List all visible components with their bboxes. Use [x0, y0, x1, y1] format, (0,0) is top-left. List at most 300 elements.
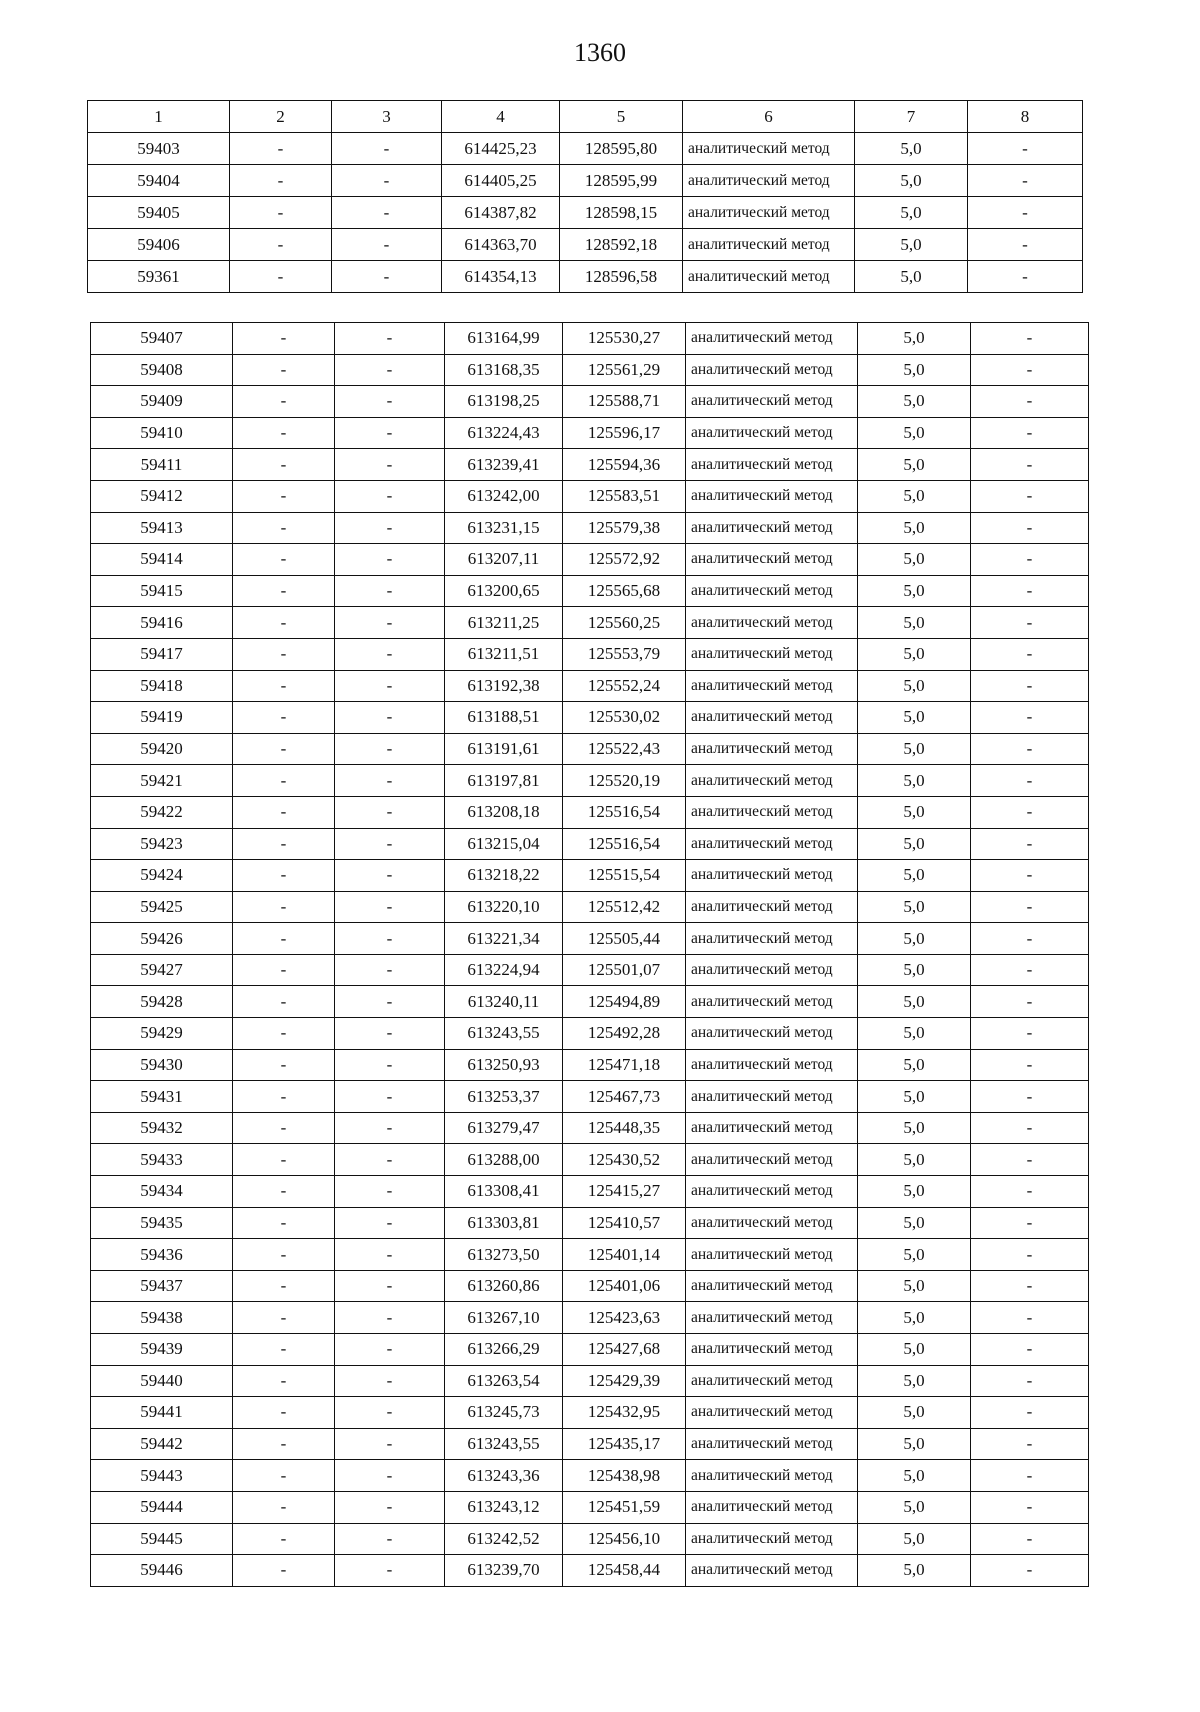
table-cell-col-6: аналитический метод — [683, 165, 855, 197]
table-cell-col-2: - — [233, 1523, 335, 1555]
table-cell-col-3: - — [335, 480, 445, 512]
column-header-4: 4 — [442, 101, 560, 133]
table-cell-col-7: 5,0 — [858, 860, 971, 892]
table-cell-col-8: - — [968, 229, 1083, 261]
table-cell-col-5: 125512,42 — [563, 891, 686, 923]
table-row — [88, 165, 1083, 197]
table-cell-col-5: 125552,24 — [563, 670, 686, 702]
table-cell-col-8: - — [971, 575, 1089, 607]
table-row — [91, 891, 1089, 923]
table-cell-col-5: 125471,18 — [563, 1049, 686, 1081]
table-cell-col-1: 59429 — [91, 1018, 233, 1050]
table-cell-col-6: аналитический метод — [686, 1365, 858, 1397]
page-number: 1360 — [574, 38, 626, 67]
table-cell-col-1: 59423 — [91, 828, 233, 860]
table-cell-col-6: аналитический метод — [686, 1049, 858, 1081]
table-cell-col-7: 5,0 — [855, 133, 968, 165]
table-row — [91, 1365, 1089, 1397]
table-cell-col-5: 125429,39 — [563, 1365, 686, 1397]
table-cell-col-1: 59439 — [91, 1334, 233, 1366]
table-cell-col-8: - — [968, 165, 1083, 197]
table-row — [88, 197, 1083, 229]
table-row — [88, 261, 1083, 293]
table-cell-col-7: 5,0 — [858, 386, 971, 418]
table-cell-col-3: - — [335, 1302, 445, 1334]
table-cell-col-8: - — [971, 544, 1089, 576]
table-cell-col-4: 613260,86 — [445, 1270, 563, 1302]
table-cell-col-4: 613243,12 — [445, 1491, 563, 1523]
table-cell-col-8: - — [971, 1176, 1089, 1208]
table-cell-col-5: 125530,02 — [563, 702, 686, 734]
table-cell-col-6: аналитический метод — [686, 607, 858, 639]
table-cell-col-4: 613188,51 — [445, 702, 563, 734]
table-cell-col-4: 613253,37 — [445, 1081, 563, 1113]
table-row — [91, 1081, 1089, 1113]
table-cell-col-8: - — [971, 923, 1089, 955]
table-cell-col-2: - — [233, 733, 335, 765]
table-cell-col-4: 613263,54 — [445, 1365, 563, 1397]
table-cell-col-4: 613200,65 — [445, 575, 563, 607]
table-cell-col-2: - — [233, 638, 335, 670]
table-cell-col-4: 613220,10 — [445, 891, 563, 923]
table-cell-col-3: - — [335, 796, 445, 828]
table-cell-col-1: 59419 — [91, 702, 233, 734]
table-cell-col-4: 613273,50 — [445, 1239, 563, 1271]
table-cell-col-3: - — [335, 512, 445, 544]
table-cell-col-1: 59412 — [91, 480, 233, 512]
table-row — [91, 860, 1089, 892]
table-cell-col-4: 613192,38 — [445, 670, 563, 702]
table-cell-col-8: - — [971, 796, 1089, 828]
table-cell-col-3: - — [335, 1491, 445, 1523]
table-cell-col-1: 59404 — [88, 165, 230, 197]
table-cell-col-1: 59443 — [91, 1460, 233, 1492]
table-cell-col-2: - — [233, 1049, 335, 1081]
table-cell-col-6: аналитический метод — [686, 512, 858, 544]
table-cell-col-6: аналитический метод — [686, 986, 858, 1018]
table-cell-col-3: - — [332, 229, 442, 261]
table-cell-col-2: - — [233, 607, 335, 639]
table-header-row — [88, 101, 1083, 133]
table-cell-col-4: 613266,29 — [445, 1334, 563, 1366]
table-cell-col-3: - — [335, 1049, 445, 1081]
table-row — [91, 954, 1089, 986]
table-cell-col-1: 59408 — [91, 354, 233, 386]
table-cell-col-7: 5,0 — [858, 1491, 971, 1523]
table-cell-col-7: 5,0 — [858, 607, 971, 639]
table-cell-col-8: - — [971, 1049, 1089, 1081]
table-cell-col-3: - — [335, 828, 445, 860]
table-cell-col-2: - — [233, 986, 335, 1018]
table-row — [91, 923, 1089, 955]
table-cell-col-2: - — [233, 1144, 335, 1176]
table-cell-col-2: - — [233, 860, 335, 892]
table-cell-col-4: 613303,81 — [445, 1207, 563, 1239]
table-cell-col-8: - — [971, 670, 1089, 702]
table-cell-col-5: 125572,92 — [563, 544, 686, 576]
table-cell-col-4: 614425,23 — [442, 133, 560, 165]
table-row — [91, 1049, 1089, 1081]
table-cell-col-2: - — [233, 1207, 335, 1239]
table-cell-col-4: 613267,10 — [445, 1302, 563, 1334]
table-cell-col-3: - — [335, 891, 445, 923]
coordinates-table-top — [87, 100, 1083, 293]
table-cell-col-8: - — [971, 702, 1089, 734]
table-cell-col-1: 59409 — [91, 386, 233, 418]
table-cell-col-5: 125467,73 — [563, 1081, 686, 1113]
table-cell-col-5: 128595,80 — [560, 133, 683, 165]
table-cell-col-6: аналитический метод — [686, 1207, 858, 1239]
table-cell-col-2: - — [230, 197, 332, 229]
table-cell-col-5: 125565,68 — [563, 575, 686, 607]
table-cell-col-4: 613164,99 — [445, 323, 563, 355]
table-cell-col-2: - — [230, 229, 332, 261]
table-cell-col-7: 5,0 — [858, 1397, 971, 1429]
table-cell-col-5: 125516,54 — [563, 828, 686, 860]
table-cell-col-7: 5,0 — [858, 1081, 971, 1113]
table-cell-col-2: - — [233, 449, 335, 481]
table-cell-col-8: - — [971, 386, 1089, 418]
table-cell-col-7: 5,0 — [858, 449, 971, 481]
table-cell-col-8: - — [968, 197, 1083, 229]
table-cell-col-7: 5,0 — [858, 1523, 971, 1555]
table-cell-col-1: 59406 — [88, 229, 230, 261]
table-cell-col-5: 125553,79 — [563, 638, 686, 670]
table-cell-col-2: - — [233, 1428, 335, 1460]
table-cell-col-6: аналитический метод — [686, 1460, 858, 1492]
table-cell-col-6: аналитический метод — [686, 1523, 858, 1555]
table-cell-col-2: - — [233, 923, 335, 955]
table-cell-col-4: 613211,51 — [445, 638, 563, 670]
table-cell-col-3: - — [335, 1334, 445, 1366]
table-cell-col-3: - — [335, 1397, 445, 1429]
table-row — [91, 575, 1089, 607]
table-cell-col-2: - — [233, 323, 335, 355]
table-cell-col-6: аналитический метод — [686, 828, 858, 860]
table-cell-col-5: 125401,14 — [563, 1239, 686, 1271]
table-cell-col-5: 125401,06 — [563, 1270, 686, 1302]
table-cell-col-8: - — [971, 1365, 1089, 1397]
table-row — [91, 354, 1089, 386]
table-cell-col-1: 59430 — [91, 1049, 233, 1081]
table-row — [91, 1270, 1089, 1302]
table-cell-col-8: - — [971, 1081, 1089, 1113]
table-cell-col-7: 5,0 — [858, 1144, 971, 1176]
table-cell-col-7: 5,0 — [858, 480, 971, 512]
table-cell-col-6: аналитический метод — [683, 133, 855, 165]
table-cell-col-7: 5,0 — [858, 765, 971, 797]
table-cell-col-5: 125505,44 — [563, 923, 686, 955]
table-cell-col-7: 5,0 — [858, 796, 971, 828]
table-cell-col-4: 613279,47 — [445, 1112, 563, 1144]
table-row — [91, 323, 1089, 355]
table-cell-col-6: аналитический метод — [686, 480, 858, 512]
column-header-6: 6 — [683, 101, 855, 133]
column-header-5: 5 — [560, 101, 683, 133]
table-cell-col-2: - — [233, 1555, 335, 1587]
table-cell-col-1: 59436 — [91, 1239, 233, 1271]
table-cell-col-6: аналитический метод — [686, 1397, 858, 1429]
table-row — [91, 449, 1089, 481]
table-cell-col-3: - — [335, 544, 445, 576]
table-cell-col-5: 125435,17 — [563, 1428, 686, 1460]
table-cell-col-6: аналитический метод — [686, 796, 858, 828]
table-cell-col-8: - — [971, 733, 1089, 765]
table-cell-col-2: - — [233, 765, 335, 797]
table-cell-col-3: - — [335, 354, 445, 386]
table-cell-col-6: аналитический метод — [686, 702, 858, 734]
table-cell-col-8: - — [971, 1397, 1089, 1429]
column-header-1: 1 — [88, 101, 230, 133]
table-cell-col-6: аналитический метод — [686, 1270, 858, 1302]
table-cell-col-7: 5,0 — [858, 1049, 971, 1081]
table-cell-col-7: 5,0 — [858, 544, 971, 576]
table-row — [91, 607, 1089, 639]
table-row — [91, 480, 1089, 512]
table-cell-col-7: 5,0 — [855, 165, 968, 197]
table-cell-col-5: 125423,63 — [563, 1302, 686, 1334]
table-cell-col-8: - — [971, 449, 1089, 481]
table-cell-col-2: - — [233, 1018, 335, 1050]
table-cell-col-6: аналитический метод — [686, 1144, 858, 1176]
table-row — [88, 133, 1083, 165]
table-cell-col-7: 5,0 — [858, 923, 971, 955]
table-cell-col-2: - — [233, 1302, 335, 1334]
table-cell-col-2: - — [233, 480, 335, 512]
table-cell-col-3: - — [335, 765, 445, 797]
table-cell-col-5: 125448,35 — [563, 1112, 686, 1144]
table-cell-col-3: - — [335, 670, 445, 702]
table-cell-col-7: 5,0 — [858, 1302, 971, 1334]
table-cell-col-1: 59438 — [91, 1302, 233, 1334]
table-cell-col-3: - — [335, 575, 445, 607]
table-cell-col-2: - — [233, 1239, 335, 1271]
table-cell-col-4: 613191,61 — [445, 733, 563, 765]
table-cell-col-3: - — [335, 1555, 445, 1587]
table-cell-col-4: 613207,11 — [445, 544, 563, 576]
table-cell-col-3: - — [335, 954, 445, 986]
table-cell-col-2: - — [233, 1081, 335, 1113]
table-cell-col-5: 125451,59 — [563, 1491, 686, 1523]
table-cell-col-5: 125430,52 — [563, 1144, 686, 1176]
table-cell-col-8: - — [971, 354, 1089, 386]
table-cell-col-5: 125561,29 — [563, 354, 686, 386]
table-row — [91, 1112, 1089, 1144]
table-cell-col-6: аналитический метод — [686, 575, 858, 607]
table-cell-col-5: 128596,58 — [560, 261, 683, 293]
table-cell-col-1: 59441 — [91, 1397, 233, 1429]
table-cell-col-3: - — [335, 1270, 445, 1302]
table-cell-col-8: - — [971, 828, 1089, 860]
table-cell-col-8: - — [971, 1491, 1089, 1523]
table-row — [91, 1018, 1089, 1050]
table-cell-col-4: 613250,93 — [445, 1049, 563, 1081]
table-cell-col-1: 59410 — [91, 417, 233, 449]
table-cell-col-6: аналитический метод — [683, 197, 855, 229]
table-cell-col-7: 5,0 — [858, 828, 971, 860]
table-cell-col-5: 125410,57 — [563, 1207, 686, 1239]
table-cell-col-4: 613208,18 — [445, 796, 563, 828]
table-cell-col-6: аналитический метод — [686, 323, 858, 355]
table-cell-col-5: 128598,15 — [560, 197, 683, 229]
table-cell-col-3: - — [335, 1081, 445, 1113]
table-row — [91, 417, 1089, 449]
table-cell-col-4: 613168,35 — [445, 354, 563, 386]
table-cell-col-8: - — [971, 891, 1089, 923]
table-cell-col-3: - — [335, 1018, 445, 1050]
table-cell-col-5: 125560,25 — [563, 607, 686, 639]
table-cell-col-2: - — [233, 512, 335, 544]
table-cell-col-8: - — [971, 1270, 1089, 1302]
table-cell-col-2: - — [233, 575, 335, 607]
table-cell-col-3: - — [335, 986, 445, 1018]
table-cell-col-1: 59431 — [91, 1081, 233, 1113]
table-cell-col-5: 125494,89 — [563, 986, 686, 1018]
table-cell-col-1: 59433 — [91, 1144, 233, 1176]
table-cell-col-8: - — [971, 607, 1089, 639]
table-cell-col-6: аналитический метод — [683, 261, 855, 293]
table-cell-col-3: - — [335, 1239, 445, 1271]
table-cell-col-1: 59432 — [91, 1112, 233, 1144]
table-cell-col-4: 614354,13 — [442, 261, 560, 293]
table-cell-col-8: - — [971, 860, 1089, 892]
table-cell-col-1: 59407 — [91, 323, 233, 355]
table-cell-col-3: - — [332, 197, 442, 229]
table-cell-col-7: 5,0 — [858, 1239, 971, 1271]
table-cell-col-4: 613243,55 — [445, 1428, 563, 1460]
table-cell-col-1: 59424 — [91, 860, 233, 892]
table-cell-col-6: аналитический метод — [686, 891, 858, 923]
table-cell-col-3: - — [335, 1523, 445, 1555]
table-cell-col-1: 59426 — [91, 923, 233, 955]
table-cell-col-5: 125522,43 — [563, 733, 686, 765]
table-cell-col-7: 5,0 — [858, 670, 971, 702]
table-cell-col-7: 5,0 — [858, 1207, 971, 1239]
column-header-8: 8 — [968, 101, 1083, 133]
table-cell-col-3: - — [335, 386, 445, 418]
table-cell-col-1: 59411 — [91, 449, 233, 481]
table-cell-col-6: аналитический метод — [686, 1302, 858, 1334]
table-cell-col-4: 613308,41 — [445, 1176, 563, 1208]
table-cell-col-1: 59444 — [91, 1491, 233, 1523]
table-cell-col-6: аналитический метод — [686, 923, 858, 955]
table-cell-col-6: аналитический метод — [686, 733, 858, 765]
table-cell-col-2: - — [233, 1112, 335, 1144]
table-cell-col-7: 5,0 — [858, 733, 971, 765]
table-cell-col-2: - — [233, 828, 335, 860]
column-header-3: 3 — [332, 101, 442, 133]
table-cell-col-5: 125438,98 — [563, 1460, 686, 1492]
table-cell-col-2: - — [233, 1176, 335, 1208]
table-cell-col-6: аналитический метод — [686, 1239, 858, 1271]
table-cell-col-7: 5,0 — [855, 261, 968, 293]
table-row — [91, 1428, 1089, 1460]
table-row — [91, 1144, 1089, 1176]
table-cell-col-8: - — [971, 1112, 1089, 1144]
table-cell-col-3: - — [332, 165, 442, 197]
table-cell-col-2: - — [233, 891, 335, 923]
table-cell-col-6: аналитический метод — [686, 670, 858, 702]
table-row — [91, 702, 1089, 734]
table-cell-col-8: - — [971, 1207, 1089, 1239]
table-cell-col-3: - — [335, 702, 445, 734]
table-cell-col-8: - — [971, 638, 1089, 670]
table-cell-col-3: - — [332, 261, 442, 293]
table-cell-col-6: аналитический метод — [686, 1555, 858, 1587]
table-cell-col-6: аналитический метод — [686, 1112, 858, 1144]
table-cell-col-4: 613224,43 — [445, 417, 563, 449]
table-cell-col-4: 614363,70 — [442, 229, 560, 261]
table-cell-col-2: - — [233, 1270, 335, 1302]
table-cell-col-5: 125596,17 — [563, 417, 686, 449]
table-cell-col-3: - — [335, 1176, 445, 1208]
table-cell-col-7: 5,0 — [858, 1334, 971, 1366]
table-cell-col-4: 613231,15 — [445, 512, 563, 544]
table-cell-col-5: 125501,07 — [563, 954, 686, 986]
table-cell-col-4: 613198,25 — [445, 386, 563, 418]
table-row — [91, 765, 1089, 797]
table-cell-col-2: - — [233, 417, 335, 449]
table-row — [88, 229, 1083, 261]
table-cell-col-5: 125594,36 — [563, 449, 686, 481]
coordinates-table-main — [90, 322, 1089, 1587]
table-cell-col-1: 59413 — [91, 512, 233, 544]
table-cell-col-1: 59442 — [91, 1428, 233, 1460]
table-cell-col-2: - — [230, 165, 332, 197]
table-cell-col-8: - — [971, 1144, 1089, 1176]
table-row — [91, 1176, 1089, 1208]
table-cell-col-8: - — [971, 765, 1089, 797]
table-cell-col-1: 59420 — [91, 733, 233, 765]
table-cell-col-3: - — [335, 638, 445, 670]
table-row — [91, 670, 1089, 702]
table-row — [91, 828, 1089, 860]
table-cell-col-6: аналитический метод — [686, 860, 858, 892]
table-cell-col-1: 59405 — [88, 197, 230, 229]
table-cell-col-7: 5,0 — [858, 1270, 971, 1302]
table-cell-col-2: - — [233, 544, 335, 576]
table-cell-col-6: аналитический метод — [686, 1176, 858, 1208]
table-cell-col-8: - — [971, 1428, 1089, 1460]
table-cell-col-7: 5,0 — [858, 1112, 971, 1144]
table-cell-col-4: 613239,70 — [445, 1555, 563, 1587]
table-cell-col-4: 613240,11 — [445, 986, 563, 1018]
table-cell-col-3: - — [335, 733, 445, 765]
table-cell-col-5: 128595,99 — [560, 165, 683, 197]
table-cell-col-7: 5,0 — [858, 891, 971, 923]
table-cell-col-8: - — [971, 1239, 1089, 1271]
table-cell-col-7: 5,0 — [858, 1176, 971, 1208]
table-row — [91, 1460, 1089, 1492]
table-cell-col-2: - — [233, 954, 335, 986]
table-cell-col-8: - — [971, 480, 1089, 512]
table-cell-col-5: 125427,68 — [563, 1334, 686, 1366]
table-cell-col-7: 5,0 — [858, 354, 971, 386]
table-cell-col-6: аналитический метод — [683, 229, 855, 261]
table-cell-col-3: - — [335, 607, 445, 639]
table-cell-col-4: 613218,22 — [445, 860, 563, 892]
table-cell-col-7: 5,0 — [855, 229, 968, 261]
table-cell-col-6: аналитический метод — [686, 354, 858, 386]
table-cell-col-1: 59446 — [91, 1555, 233, 1587]
table-cell-col-7: 5,0 — [858, 512, 971, 544]
table-cell-col-4: 613288,00 — [445, 1144, 563, 1176]
table-row — [91, 1334, 1089, 1366]
table-row — [91, 512, 1089, 544]
table-cell-col-3: - — [335, 417, 445, 449]
table-cell-col-4: 613211,25 — [445, 607, 563, 639]
table-cell-col-6: аналитический метод — [686, 417, 858, 449]
